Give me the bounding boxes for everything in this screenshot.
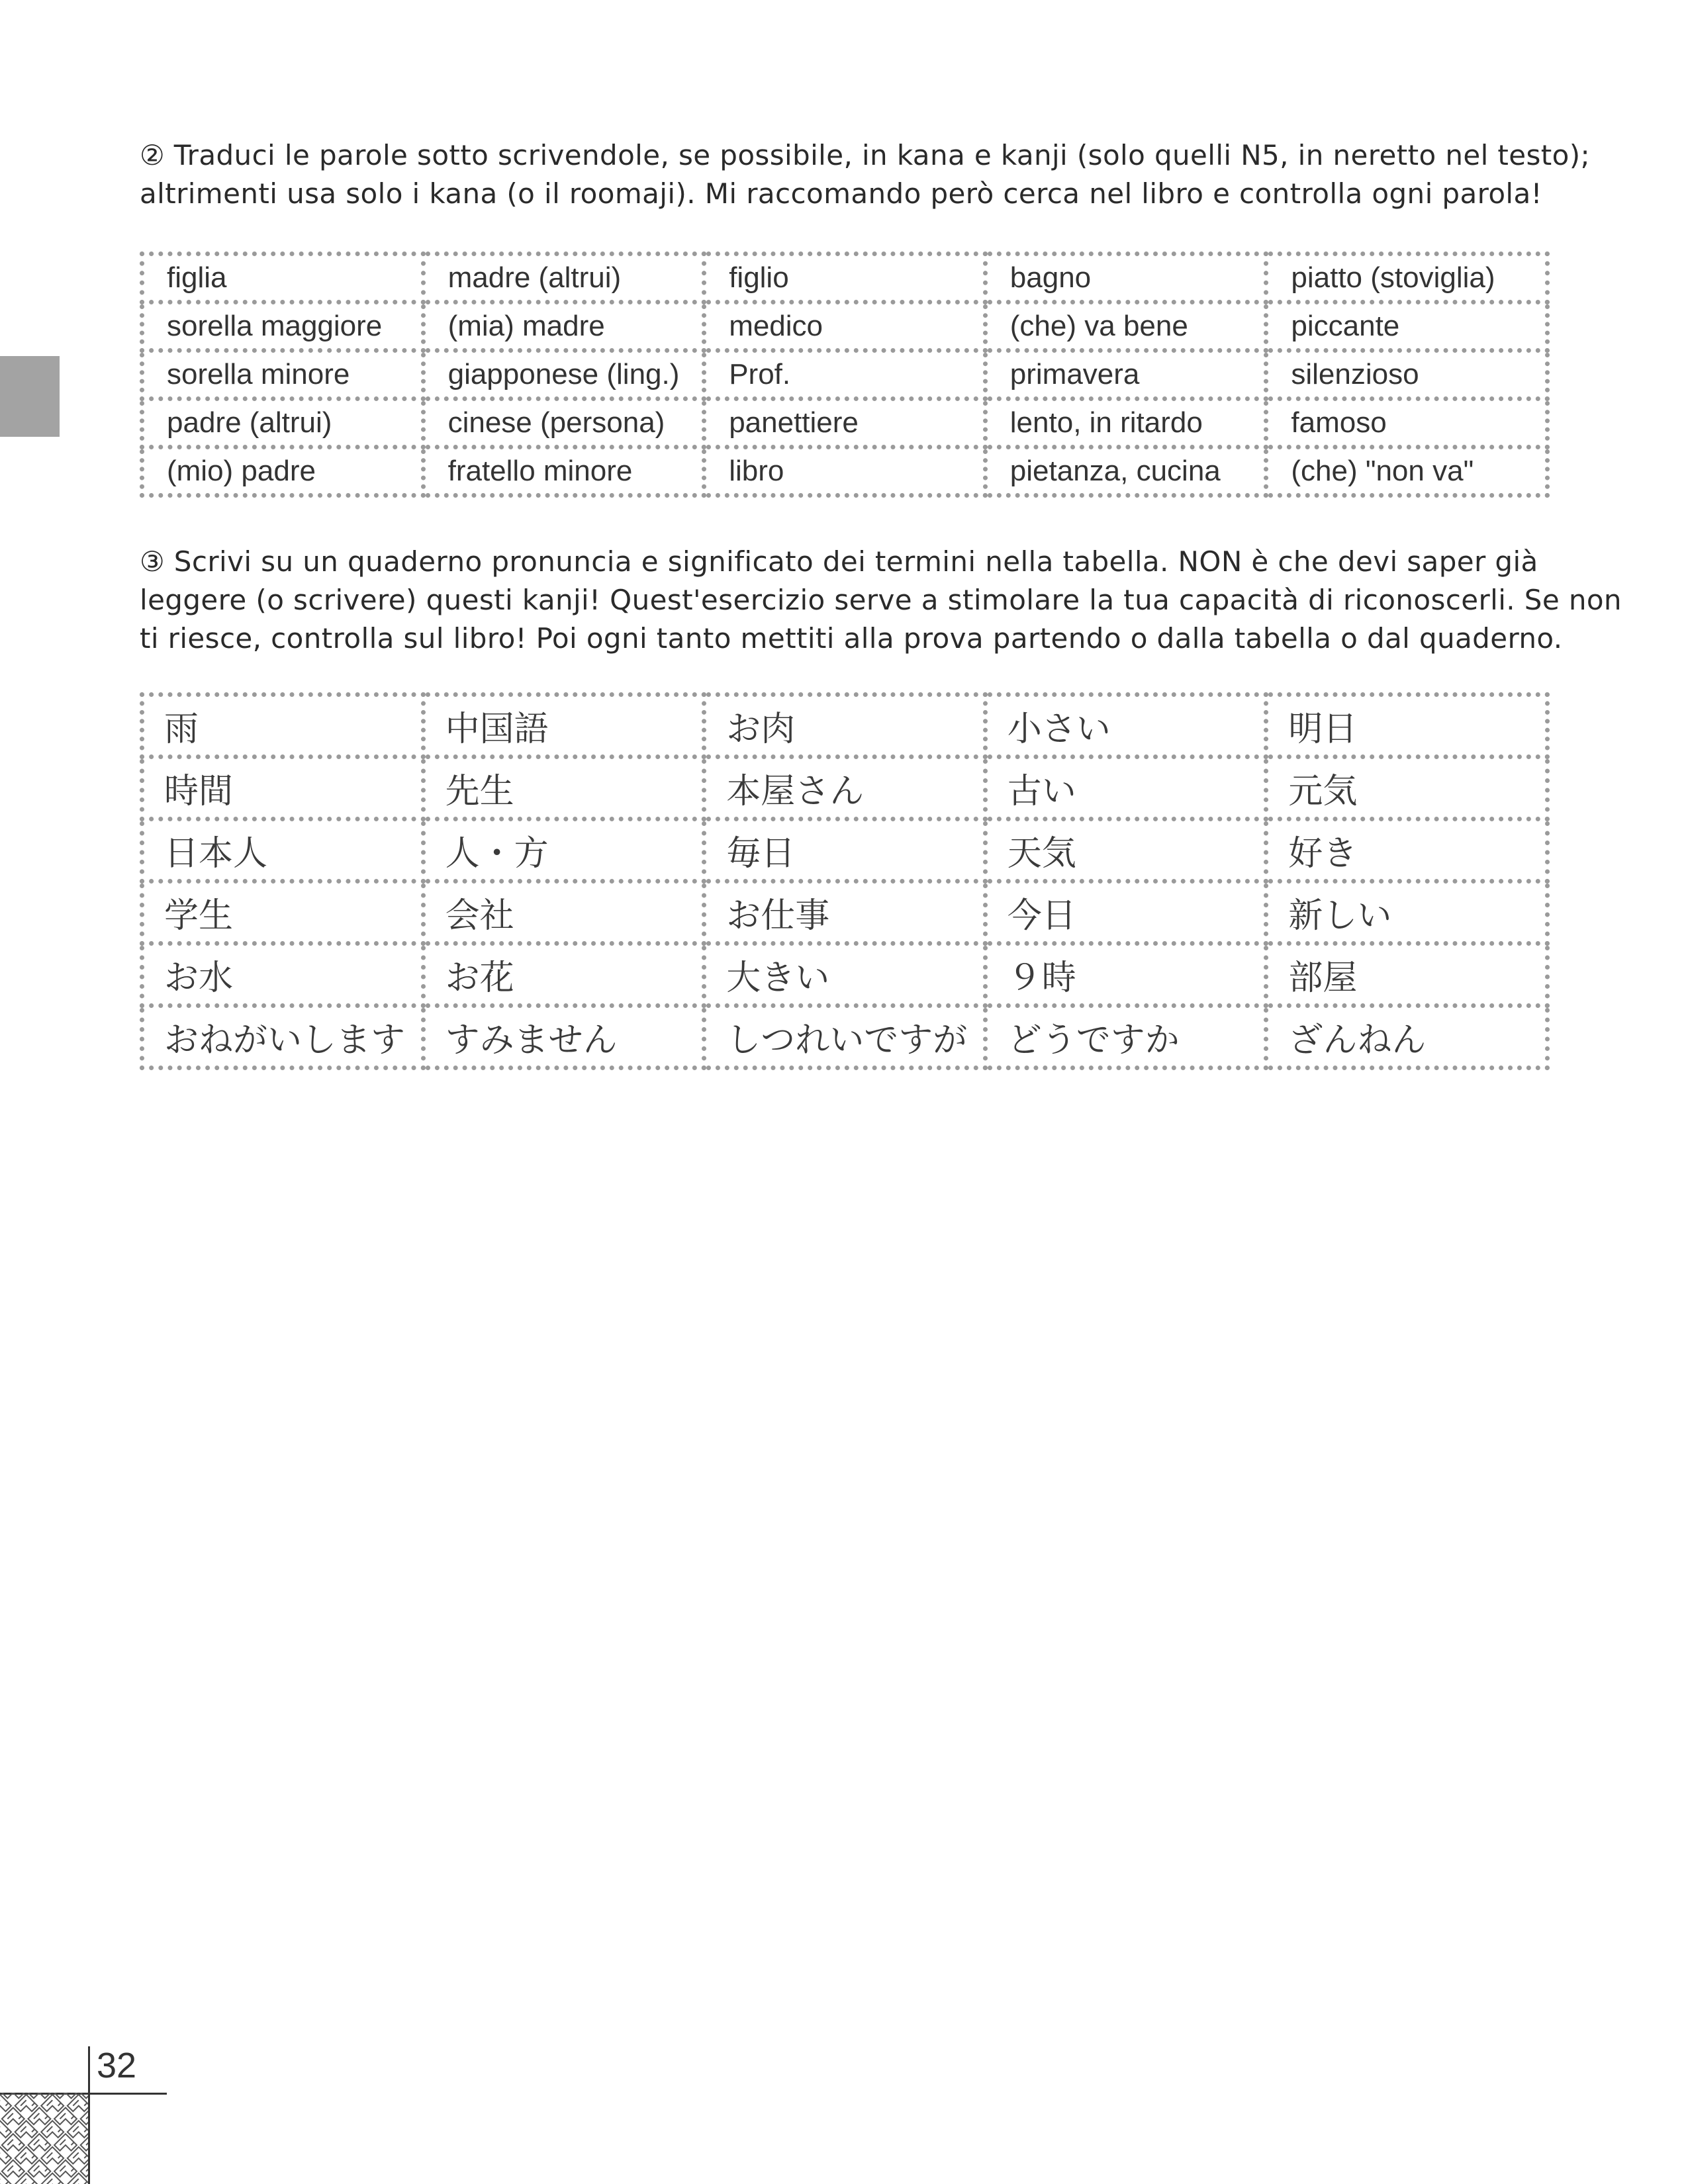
table-cell: 好き [1266,819,1548,882]
page-number: 32 [97,2046,137,2085]
table-cell: sorella minore [142,351,424,399]
table-cell: cinese (persona) [423,399,704,447]
instruction-line: ③ Scrivi su un quaderno pronuncia e significato dei termini nella tabella. NON è che devi saper già [140,545,1538,578]
table-row [142,1006,1548,1068]
page-number-divider [88,2046,90,2184]
table-cell: silenzioso [1266,351,1548,399]
table-cell: Prof. [704,351,986,399]
table-cell: libro [704,447,986,496]
table-row [142,302,1548,351]
instruction-line: ti riesce, controlla sul libro! Poi ogni tanto mettiti alla prova partendo o dalla tabella o dal quaderno. [140,622,1563,655]
table-cell: fratello minore [423,447,704,496]
table-cell: 会社 [423,882,704,944]
table-cell: すみません [423,1006,704,1068]
table-cell: 中国語 [423,695,704,757]
table-cell: ざんねん [1266,1006,1548,1068]
table-cell: piatto (stoviglia) [1266,254,1548,302]
exercise-3-instructions [140,543,1622,658]
table-cell: (che) va bene [985,302,1266,351]
table-row [142,351,1548,399]
table-row [142,399,1548,447]
instruction-line: ② Traduci le parole sotto scrivendole, se possibile, in kana e kanji (solo quelli N5, in neretto nel testo); [140,139,1591,171]
table-cell: 人・方 [423,819,704,882]
chapter-tab [0,356,60,437]
table-cell: padre (altrui) [142,399,424,447]
table-cell: (mia) madre [423,302,704,351]
table-cell: 部屋 [1266,944,1548,1006]
table-cell: お花 [423,944,704,1006]
table-cell: 雨 [142,695,424,757]
table-cell: 時間 [142,757,424,819]
table-cell: 古い [985,757,1266,819]
translation-table [140,251,1550,498]
table-cell: 元気 [1266,757,1548,819]
table-cell: お肉 [704,695,986,757]
table-cell: madre (altrui) [423,254,704,302]
table-cell: ９時 [985,944,1266,1006]
sayagata-pattern-icon [0,2093,88,2184]
table-cell: giapponese (ling.) [423,351,704,399]
table-cell: 大きい [704,944,986,1006]
table-cell: 毎日 [704,819,986,882]
instruction-line: leggere (o scrivere) questi kanji! Quest'esercizio serve a stimolare la tua capacità di riconoscerli. Se non [140,584,1622,616]
table-cell: 小さい [985,695,1266,757]
table-cell: お仕事 [704,882,986,944]
table-cell: figlia [142,254,424,302]
table-cell: 天気 [985,819,1266,882]
table-cell: 今日 [985,882,1266,944]
table-cell: おねがいします [142,1006,424,1068]
table-cell: panettiere [704,399,986,447]
table-row [142,254,1548,302]
table-cell: lento, in ritardo [985,399,1266,447]
kanji-table [140,692,1550,1070]
instruction-line: altrimenti usa solo i kana (o il roomaji). Mi raccomando però cerca nel libro e controlla ogni parola! [140,177,1542,210]
table-cell: piccante [1266,302,1548,351]
table-cell: medico [704,302,986,351]
table-cell: 本屋さん [704,757,986,819]
table-cell: 学生 [142,882,424,944]
table-cell: お水 [142,944,424,1006]
table-cell: sorella maggiore [142,302,424,351]
table-cell: primavera [985,351,1266,399]
exercise-2-instructions [140,136,1591,213]
table-cell: (mio) padre [142,447,424,496]
table-cell: 明日 [1266,695,1548,757]
table-cell: (che) "non va" [1266,447,1548,496]
table-row [142,882,1548,944]
table-cell: famoso [1266,399,1548,447]
table-cell: 日本人 [142,819,424,882]
table-row [142,757,1548,819]
table-cell: bagno [985,254,1266,302]
table-cell: 先生 [423,757,704,819]
table-row [142,447,1548,496]
table-row [142,695,1548,757]
table-cell: figlio [704,254,986,302]
table-row [142,819,1548,882]
table-cell: pietanza, cucina [985,447,1266,496]
table-row [142,944,1548,1006]
table-cell: どうですか [985,1006,1266,1068]
table-cell: しつれいですが [704,1006,986,1068]
table-cell: 新しい [1266,882,1548,944]
